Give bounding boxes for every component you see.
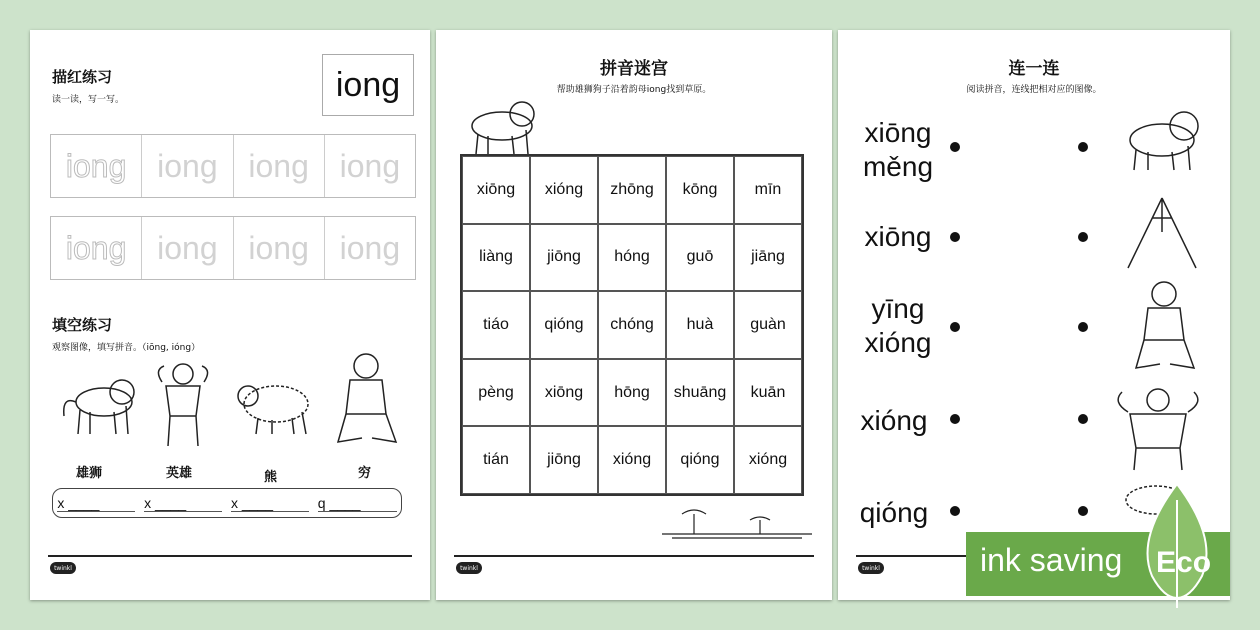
bear-picture (232, 376, 314, 436)
right-dot[interactable] (1078, 142, 1088, 152)
maze-cell[interactable]: tiáo (462, 291, 530, 359)
section2-title: 填空练习 (52, 316, 113, 334)
answer-box (52, 488, 402, 518)
trace-cell: iong (339, 147, 401, 184)
left-dot[interactable] (950, 506, 960, 516)
maze-cell[interactable]: mīn (734, 156, 802, 224)
maze-cell[interactable]: qióng (530, 291, 598, 359)
right-dot[interactable] (1078, 506, 1088, 516)
sheet3-title: 连一连 (1008, 59, 1060, 79)
maze-cell[interactable]: qióng (666, 426, 734, 494)
poor-man-picture (1124, 278, 1204, 374)
footer-divider (48, 555, 412, 557)
trace-cell: iong (51, 135, 142, 197)
sheet1-title: 描红练习 (52, 68, 113, 86)
answer-blank[interactable]: x ____ (231, 495, 309, 512)
badge-label: ink saving (980, 542, 1123, 578)
badge-eco: Eco (1156, 546, 1212, 579)
lion-picture (450, 96, 540, 156)
maze-cell[interactable]: shuāng (666, 359, 734, 427)
twinkl-logo-icon: twinkl (858, 562, 884, 574)
maze-cell[interactable]: xiōng (462, 156, 530, 224)
worksheet-maze (436, 30, 832, 600)
twinkl-logo-icon: twinkl (50, 562, 76, 574)
left-dot[interactable] (950, 414, 960, 424)
pinyin-item: yīng xióng (864, 293, 932, 358)
word-bear: 熊 (264, 470, 278, 485)
left-dot[interactable] (950, 142, 960, 152)
lion-picture (1110, 106, 1206, 172)
maze-cell[interactable]: pèng (462, 359, 530, 427)
ink-saving-badge (966, 532, 1230, 596)
maze-cell[interactable]: kuān (734, 359, 802, 427)
mountain-picture (1122, 192, 1202, 272)
sheet3-subtitle: 阅读拼音，连线把相对应的图像。 (966, 85, 1102, 95)
right-dot[interactable] (1078, 414, 1088, 424)
sheet2-subtitle: 帮助雄狮狗子沿着韵母iong找到草原。 (556, 85, 712, 95)
answer-blank[interactable]: x ____ (144, 495, 222, 512)
leaf-icon (1132, 480, 1222, 610)
maze-cell[interactable]: tián (462, 426, 530, 494)
maze-cell[interactable]: xióng (598, 426, 666, 494)
poor-man-picture (328, 350, 406, 450)
hero-picture (1106, 386, 1210, 472)
trace-row-1 (50, 134, 416, 198)
trace-cell: iong (339, 229, 401, 266)
right-dot[interactable] (1078, 232, 1088, 242)
savanna-picture (662, 500, 812, 540)
trace-cell: iong (142, 217, 233, 279)
trace-row-2 (50, 216, 416, 280)
worksheet-tracing (30, 30, 430, 600)
hero-picture (148, 360, 218, 450)
maze-cell[interactable]: xiōng (530, 359, 598, 427)
maze-cell[interactable]: liàng (462, 224, 530, 292)
maze-cell[interactable]: jiōng (530, 224, 598, 292)
twinkl-logo-icon: twinkl (456, 562, 482, 574)
maze-cell[interactable]: zhōng (598, 156, 666, 224)
pinyin-item: xióng (860, 405, 928, 436)
pinyin-item: xiōng měng (862, 117, 934, 182)
section2-subtitle: 观察图像，填写拼音。（iōng, ióng） (52, 343, 201, 353)
maze-cell[interactable]: xióng (734, 426, 802, 494)
pinyin-item: xiōng (864, 221, 932, 252)
sheet2-title: 拼音迷宫 (600, 59, 668, 79)
maze-cell[interactable]: jiōng (530, 426, 598, 494)
maze-cell[interactable]: kōng (666, 156, 734, 224)
maze-cell[interactable]: guō (666, 224, 734, 292)
maze-cell[interactable]: huà (666, 291, 734, 359)
word-hero: 英雄 (166, 466, 193, 481)
maze-cell[interactable]: jiāng (734, 224, 802, 292)
trace-cell: iong (234, 135, 325, 197)
sheet1-subtitle: 读一读，写一写。 (52, 95, 125, 105)
trace-cell: iong (51, 217, 142, 279)
pinyin-maze-grid (460, 154, 804, 496)
word-lion: 雄狮 (76, 466, 103, 481)
maze-cell[interactable]: hóng (598, 224, 666, 292)
trace-cell: iong (234, 217, 325, 279)
trace-cell: iong (142, 135, 233, 197)
left-dot[interactable] (950, 322, 960, 332)
answer-blank[interactable]: x ____ (57, 495, 135, 512)
maze-cell[interactable]: guàn (734, 291, 802, 359)
maze-cell[interactable]: chóng (598, 291, 666, 359)
maze-cell[interactable]: xióng (530, 156, 598, 224)
footer-divider (454, 555, 814, 557)
right-dot[interactable] (1078, 322, 1088, 332)
maze-cell[interactable]: hōng (598, 359, 666, 427)
left-dot[interactable] (950, 232, 960, 242)
word-poor: 穷 (358, 466, 372, 481)
lion-picture (56, 370, 136, 440)
target-syllable-box: iong (322, 54, 414, 116)
answer-blank[interactable]: q ____ (318, 495, 397, 512)
pinyin-item: qióng (859, 497, 929, 528)
